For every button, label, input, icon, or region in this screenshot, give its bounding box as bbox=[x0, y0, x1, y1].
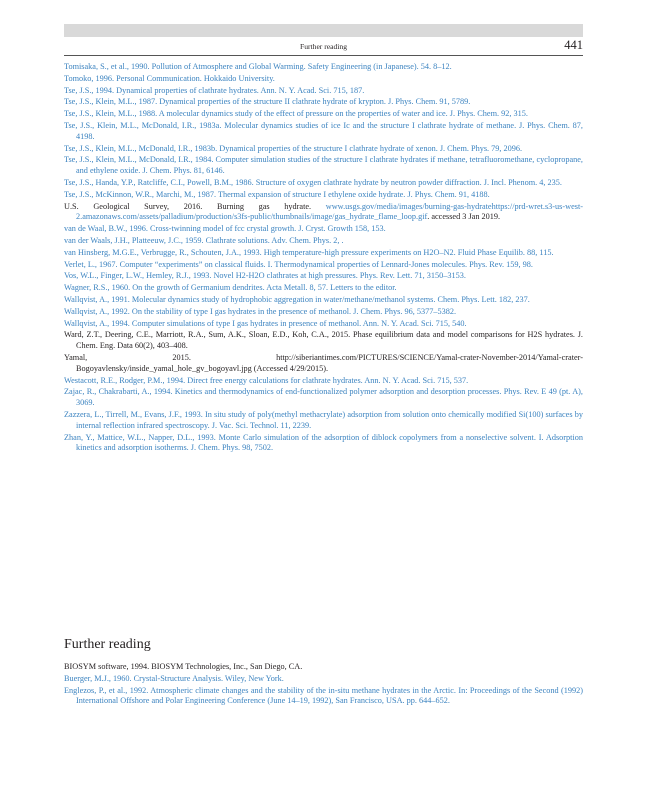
further-reading-item[interactable]: Englezos, P., et al., 1992. Atmospheric climate changes and the stability of the in-situ methane hydrates in the Arctic. In: Proceedings of the Second (1992) International Offshore and Polar Engineering Conference (June 14–19, 1992), San Francisco, USA. pp. 644–652. bbox=[64, 685, 583, 706]
reference-item[interactable]: Zajac, R., Chakrabarti, A., 1994. Kinetics and thermodynamics of end-functionalized polymer adsorption and desorption processes. Phys. Rev. E 49 (pt. A), 3069. bbox=[64, 387, 583, 408]
reference-item: Yamal, 2015. http://siberiantimes.com/PICTURES/SCIENCE/Yamal-crater-November-2014/Yamal-crater-Bogoyavlensky/inside_yamal_hole_gv_bogoyavl.jpg (Accessed 4/29/2015). bbox=[64, 352, 583, 373]
reference-item[interactable]: Verlet, L., 1967. Computer “experiments” on classical fluids. I. Thermodynamical properties of Lennard-Jones molecules. Phys. Rev. 159, 98. bbox=[64, 259, 533, 269]
reference-item[interactable]: Tse, J.S., Handa, Y.P., Ratcliffe, C.I., Powell, B.M., 1986. Structure of oxygen clathrate hydrate by neutron powder diffraction. J. Incl. Phenom. 4, 235. bbox=[64, 177, 562, 187]
reference-item[interactable]: Tse, J.S., 1994. Dynamical properties of clathrate hydrates. Ann. N. Y. Acad. Sci. 715, 187. bbox=[64, 85, 365, 95]
reference-item[interactable]: Tse, J.S., McKinnon, W.R., Marchi, M., 1987. Thermal expansion of structure I ethylene oxide hydrate. J. Phys. Chem. 91, 4188. bbox=[64, 189, 490, 199]
further-reading-section bbox=[64, 637, 583, 708]
reference-item[interactable]: Tomisaka, S., et al., 1990. Pollution of Atmosphere and Global Warming. Safety Engineering (in Japanese). 54. 8–12. bbox=[64, 62, 452, 71]
reference-item[interactable]: van Hinsberg, M.G.E., Verbrugge, R., Schouten, J.A., 1993. High temperature-high pressure experiments on H2O–N2. Fluid Phase Equilib. 88, 115. bbox=[64, 247, 554, 257]
reference-item[interactable]: van der Waals, J.H., Platteeuw, J.C., 1959. Clathrate solutions. Adv. Chem. Phys. 2, . bbox=[64, 235, 344, 245]
header-rule bbox=[64, 55, 583, 56]
reference-item[interactable]: Tse, J.S., Klein, M.L., McDonald, I.R., 1983b. Dynamical properties of the structure I clathrate hydrate of xenon. J. Chem. Phys. 79, 2096. bbox=[64, 143, 523, 153]
reference-list bbox=[64, 62, 583, 455]
header-bar bbox=[64, 24, 583, 37]
reference-item[interactable]: van de Waal, B.W., 1996. Cross-twinning model of fcc crystal growth. J. Cryst. Growth 158, 153. bbox=[64, 224, 386, 234]
running-head bbox=[64, 38, 583, 54]
further-reading-item[interactable]: Buerger, M.J., 1960. Crystal-Structure Analysis. Wiley, New York. bbox=[64, 673, 284, 683]
reference-item[interactable]: Wallqvist, A., 1991. Molecular dynamics study of hydrophobic aggregation in water/methane/methanol systems. Chem. Phys. Lett. 182, 237. bbox=[64, 294, 530, 304]
reference-item[interactable]: Westacott, R.E., Rodger, P.M., 1994. Direct free energy calculations for clathrate hydrates. Ann. N. Y. Acad. Sci. 715, 537. bbox=[64, 375, 469, 385]
reference-item[interactable]: Tse, J.S., Klein, M.L., 1988. A molecular dynamics study of the effect of pressure on the properties of water and ice. J. Phys. Chem. 92, 315. bbox=[64, 109, 528, 119]
reference-tail: . accessed 3 Jan 2019. bbox=[427, 212, 501, 222]
reference-item bbox=[64, 202, 583, 224]
reference-item[interactable]: Wallqvist, A., 1992. On the stability of type I gas hydrates in the presence of methanol. J. Chem. Phys. 96, 5377–5382. bbox=[64, 306, 457, 316]
reference-item[interactable]: Tomoko, 1996. Personal Communication. Hokkaido University. bbox=[64, 73, 275, 83]
reference-item[interactable]: Zhan, Y., Mattice, W.L., Napper, D.L., 1993. Monte Carlo simulation of the adsorption of diblock copolymers from a nonselective solvent. I. Adsorption kinetics and adsorption isotherms. J. Chem. Phys. 98, 7502. bbox=[64, 432, 583, 453]
reference-url[interactable]: www.usgs.gov/media/images/burning-gas-hydratehttps://prd-wret.s3-us-west-2.amazonaws.com/assets/palladium/production/s3fs-public/thumbnails/image/gas_hydrate_flame_loop.gif bbox=[76, 201, 583, 222]
further-reading-heading: Further reading bbox=[64, 637, 151, 652]
reference-item[interactable]: Wagner, R.S., 1960. On the growth of Germanium dendrites. Acta Metall. 8, 57. Letters to the editor. bbox=[64, 283, 397, 293]
further-reading-item: BIOSYM software, 1994. BIOSYM Technologies, Inc., San Diego, CA. bbox=[64, 662, 303, 671]
reference-item[interactable]: Tse, J.S., Klein, M.L., McDonald, I.R., 1983a. Molecular dynamics studies of ice Ic and the structure I clathrate hydrate of methane. J. Phys. Chem. 87, 4198. bbox=[64, 120, 583, 141]
reference-item: Ward, Z.T., Deering, C.E., Marriott, R.A., Sum, A.K., Sloan, E.D., Koh, C.A., 2015. Phase equilibrium data and model comparisons for H2S hydrates. J. Chem. Eng. Data 60(2), 403–408. bbox=[64, 330, 583, 351]
running-title: Further reading bbox=[299, 42, 348, 51]
reference-item[interactable]: Wallqvist, A., 1994. Computer simulations of type I gas hydrates in presence of methanol. Ann. N. Y. Acad. Sci. 715, 540. bbox=[64, 318, 467, 328]
reference-text: U.S. Geological Survey, 2016. Burning gas hydrate. bbox=[64, 201, 326, 211]
reference-item[interactable]: Zazzera, L., Tirrell, M., Evans, J.F., 1993. In situ study of poly(methyl methacrylate) adsorption from solution onto chemically modified Si(100) surfaces by internal reflection infrared spectroscopy. J. Vac. Sci. Technol. 11, 2239. bbox=[64, 409, 583, 430]
reference-item[interactable]: Tse, J.S., Klein, M.L., 1987. Dynamical properties of the structure II clathrate hydrate of krypton. J. Phys. Chem. 91, 5789. bbox=[64, 97, 471, 107]
reference-item[interactable]: Vos, W.L., Finger, L.W., Hemley, R.J., 1993. Novel H2-H2O clathrates at high pressures. Phys. Rev. Lett. 71, 3150–3153. bbox=[64, 271, 466, 281]
page-number: 441 bbox=[564, 38, 583, 52]
reference-item[interactable]: Tse, J.S., Klein, M.L., McDonald, I.R., 1984. Computer simulation studies of the structure I clathrate hydrates if methane, tetrafluoromethane, cyclopropane, and ethylene oxide. J. Chem. Phys. 81, 6146. bbox=[64, 155, 583, 176]
